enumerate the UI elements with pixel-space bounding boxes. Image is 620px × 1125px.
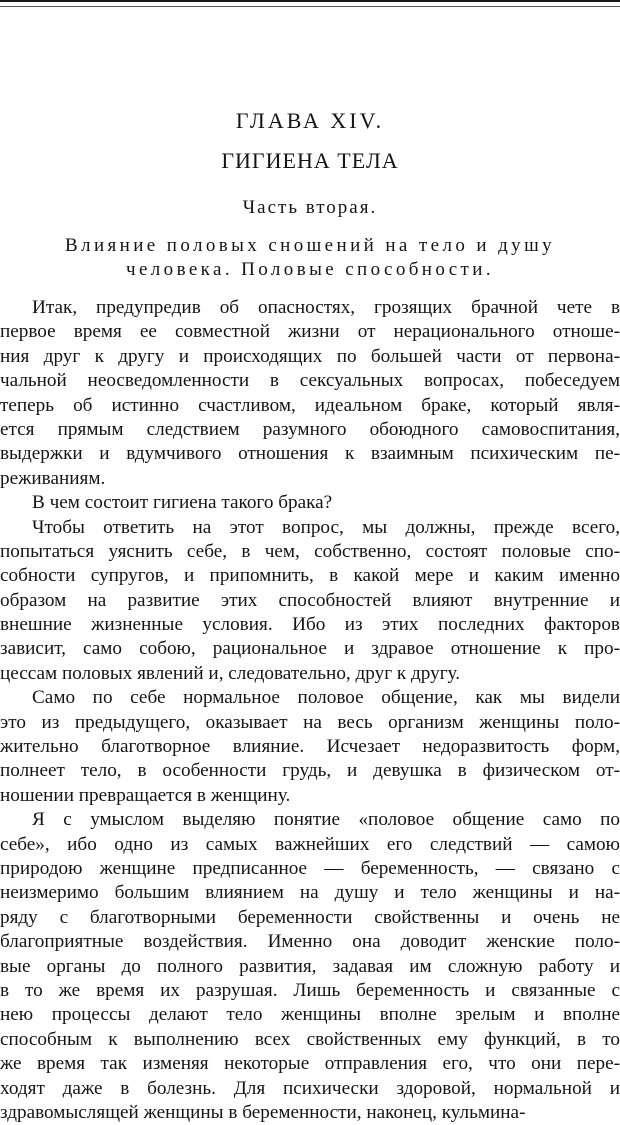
text-line: Само по себе нормальное половое общение, как мы видели: [32, 687, 620, 709]
text-line: попытаться уяснить себе, в чем, собственно, состоят половые спо-: [0, 540, 620, 562]
text-line: же время так изменяя некоторые отправления его, что они пере-: [0, 1053, 620, 1075]
text-line: полнеет тело, в особенности грудь, и девушка в физическом от-: [0, 760, 620, 782]
text-line: способным к выполнению всех свойственных ему функций, в то: [0, 1028, 620, 1050]
text-line: нею процессы делают тело женщины вполне зрелым и вполне: [0, 1004, 620, 1026]
text-line: здравомыслящей женщины в беременности, наконец, кульмина-: [0, 1101, 526, 1123]
text-line: неизмеримо большим влиянием на душу и тело женщины и на-: [0, 882, 620, 904]
text-line: внешние жизненные условия. Ибо из этих последних факторов: [0, 614, 620, 636]
text-line: ния друг к другу и происходящих по большей части от первона-: [0, 345, 620, 367]
part-title: Часть вторая.: [242, 197, 378, 218]
text-line: цессам половых явлений и, следовательно, друг к другу.: [0, 662, 461, 684]
text-line: ется прямым следствием разумного обоюдного самовоспитания,: [0, 418, 620, 440]
text-line: первое время ее совместной жизни от нерационального отноше-: [0, 321, 620, 343]
text-line: образом на развитие этих способностей влияют внутренние и: [0, 589, 620, 611]
text-line: Я с умыслом выделяю понятие «половое общение само по: [32, 809, 620, 831]
text-line: ряду с благотворными беременности свойственны и очень не: [0, 906, 620, 928]
paragraph: [0, 516, 620, 687]
text-line: реживаниям.: [0, 467, 106, 489]
text-line: зависит, само собою, рациональное и здравое отношение к про-: [0, 638, 620, 660]
section-title: [0, 234, 620, 282]
paragraph: [0, 808, 620, 1125]
text-line: В чем состоит гигиена такого брака?: [32, 492, 333, 514]
text-line: Итак, предупредив об опасностях, грозящих брачной чете в: [32, 297, 620, 318]
section-title-line: Влияние половых сношений на тело и душу: [64, 235, 556, 256]
paragraph: [0, 491, 620, 515]
text-line: жительно благотворное влияние. Исчезает недоразвитость форм,: [0, 736, 620, 758]
chapter-title: ГИГИЕНА ТЕЛА: [221, 148, 399, 173]
text-line: себе», ибо одно из самых важнейших его следствий — самою: [0, 833, 620, 855]
text-line: Чтобы ответить на этот вопрос, мы должны, прежде всего,: [32, 516, 620, 538]
text-line: благоприятные воздействия. Именно она доводит женские поло-: [0, 931, 620, 953]
text-line: ношении превращается в женщину.: [0, 784, 291, 806]
section-title-line: человека. Половые способности.: [126, 259, 494, 280]
text-line: природою женщине предписанное — беременность, — связано с: [0, 857, 620, 879]
paragraph: [0, 686, 620, 808]
chapter-number: ГЛАВА XIV.: [235, 108, 385, 133]
body-text: [0, 296, 620, 1125]
text-line: чальной неосведомленности в сексуальных вопросах, побеседуем: [0, 370, 620, 392]
text-line: теперь об истинно счастливом, идеальном браке, который явля-: [0, 394, 620, 416]
paragraph: [0, 296, 620, 491]
text-line: собности супругов, и припомнить, в какой мере и каким именно: [0, 565, 620, 587]
text-line: в то же время их разрушая. Лишь беременность и связанные с: [0, 979, 620, 1001]
text-line: это из предыдущего, оказывает на весь организм женщины поло-: [0, 711, 620, 733]
text-line: вые органы до полного развития, задавая им сложную работу и: [0, 955, 620, 977]
text-line: ходят даже в болезнь. Для психически здоровой, нормальной и: [0, 1077, 620, 1099]
text-line: выдержки и вдумчивого отношения к взаимным психическим пе-: [0, 443, 620, 465]
